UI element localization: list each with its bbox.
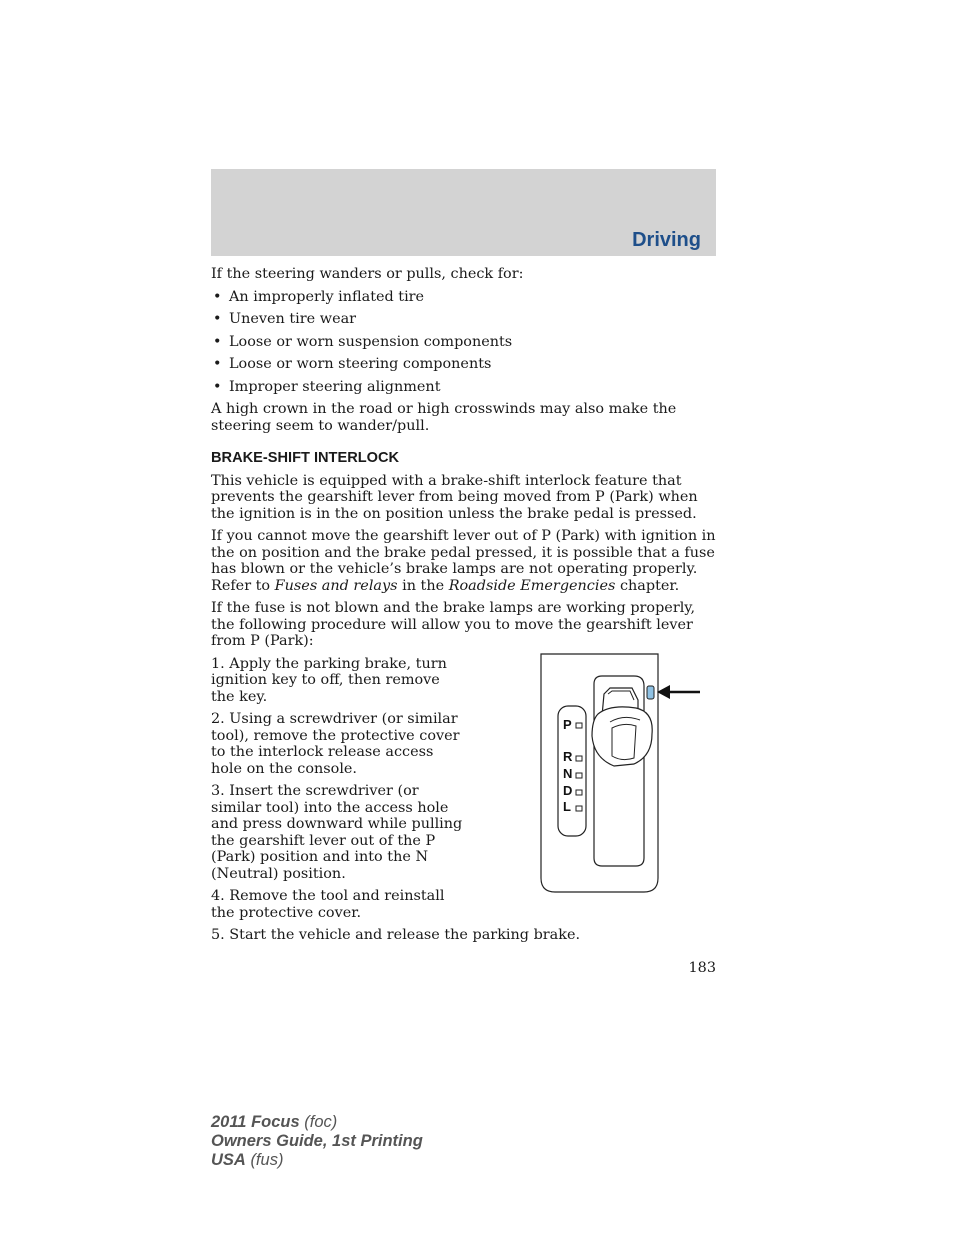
gear-indicator-light (576, 773, 582, 778)
gear-label-r: R (563, 748, 573, 764)
pointer-arrow-head (657, 685, 670, 699)
checklist-item: • Loose or worn steering components (211, 356, 716, 373)
footer-market: USA (211, 1151, 246, 1169)
page-number: 183 (688, 960, 716, 976)
para2-text: chapter. (615, 577, 680, 594)
steering-checklist (211, 289, 716, 396)
gear-indicator-light (576, 790, 582, 795)
footer-model-code: (foc) (304, 1113, 338, 1131)
gearshift-console-illustration (540, 650, 710, 898)
roadside-emergencies-reference: Roadside Emergencies (448, 577, 616, 594)
footer-line-2 (211, 1132, 423, 1151)
gear-indicator-light (576, 806, 582, 811)
procedure-step: 3. Insert the screwdriver (or similar tool) into the access hole and press downward while pulling the gearshift lever out of the P (Park) position and into the N (Neutral) position. (211, 783, 463, 882)
gear-indicator-light (576, 723, 582, 728)
gear-label-n: N (563, 765, 573, 781)
checklist-item: • An improperly inflated tire (211, 289, 716, 306)
gear-label-p: P (563, 716, 572, 732)
gear-indicator-light (576, 756, 582, 761)
footer-line-1 (211, 1113, 423, 1132)
footer-line-3 (211, 1151, 423, 1170)
footer-model: 2011 Focus (211, 1113, 300, 1131)
checklist-item: • Loose or worn suspension components (211, 334, 716, 351)
footer-market-code: (fus) (250, 1151, 284, 1169)
procedure-step: 4. Remove the tool and reinstall the protective cover. (211, 888, 445, 921)
procedure-steps (211, 656, 463, 922)
interlock-access-hole (647, 686, 654, 699)
crown-note: A high crown in the road or high crosswinds may also make the steering seem to wander/pull. (211, 401, 677, 434)
page-content (211, 266, 716, 950)
brake-shift-para-2 (211, 528, 716, 594)
brake-shift-para-1: This vehicle is equipped with a brake-shift interlock feature that prevents the gearshift lever from being moved from P (Park) when the ignition is in the on position unless the brake pedal is pressed. (211, 472, 698, 522)
section-title: Driving (632, 229, 701, 251)
brake-shift-heading: BRAKE-SHIFT INTERLOCK (211, 450, 400, 466)
procedure-step: 1. Apply the parking brake, turn ignition key to off, then remove the key. (211, 655, 447, 705)
procedure-step: 5. Start the vehicle and release the parking brake. (211, 927, 581, 943)
gear-label-d: D (563, 782, 573, 798)
gearshift-lever-handle (612, 724, 636, 759)
para2-text: in the (397, 577, 449, 594)
para2-text: If you cannot move the gearshift lever out of P (Park) with ignition in the on position and the brake pedal pressed, it is possible that a fuse has blown or the vehicle’s brake lamps are not operating properly. Refer to (211, 528, 716, 594)
gear-label-l: L (563, 798, 571, 814)
brake-shift-para-3: If the fuse is not blown and the brake lamps are working properly, the following procedure will allow you to move the gearshift lever from P (Park): (211, 600, 696, 649)
checklist-item: • Uneven tire wear (211, 311, 716, 328)
procedure-section (211, 656, 716, 944)
document-footer (211, 1113, 423, 1170)
intro-text: If the steering wanders or pulls, check for: (211, 266, 524, 282)
procedure-step: 2. Using a screwdriver (or similar tool), remove the protective cover to the interlock release access hole on the console. (211, 711, 460, 777)
footer-guide-title: Owners Guide, 1st Printing (211, 1132, 423, 1150)
checklist-item: • Improper steering alignment (211, 379, 716, 396)
section-header-band (211, 169, 716, 256)
fuses-relays-reference: Fuses and relays (274, 577, 398, 594)
